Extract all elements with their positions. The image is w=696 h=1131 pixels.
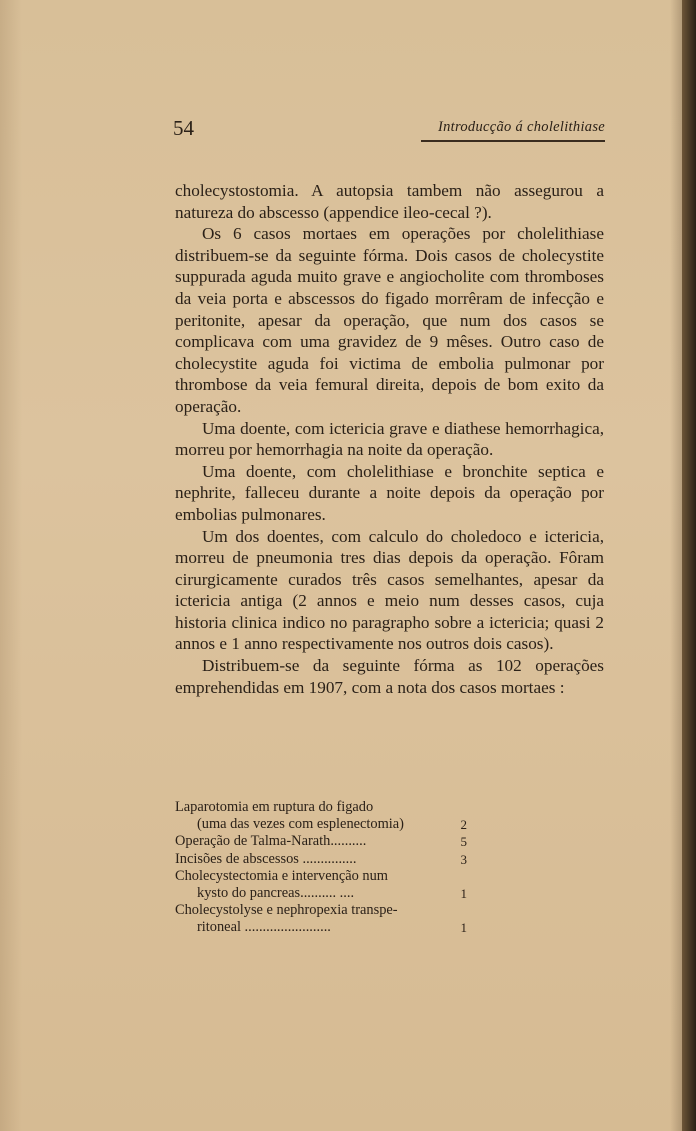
header-rule (421, 140, 605, 142)
body-text (175, 180, 604, 698)
page-edge-shadow (682, 0, 696, 1131)
operation-name: Cholecystolyse e nephropexia transpe- (175, 902, 398, 919)
operation-count: 1 (460, 920, 467, 936)
paragraph: Um dos doentes, com calculo do choledoco e ictericia, morreu de pneumonia tres dias depois da operação. Fôram cirurgicamente curados três casos semelhantes, apesar da ictericia antiga (2 annos e meio num desses casos, cuja historia clinica indico no paragrapho sobre a ictericia; quasi 2 annos e 1 anno respectivamente nos outros dois casos). (175, 526, 604, 654)
operation-count: 3 (460, 851, 467, 867)
operation-name: Incisões de abscessos ............... (175, 850, 357, 867)
operation-name-continued: (uma das vezes com esplenectomia) (197, 816, 404, 833)
operation-row (175, 902, 475, 936)
page-header (173, 116, 605, 144)
paragraph: Uma doente, com cholelithiase e bronchite septica e nephrite, falleceu durante a noite depois da operação por embolias pulmonares. (175, 461, 604, 524)
paragraph: cholecystostomia. A autopsia tambem não assegurou a natureza do abscesso (appendice ileo-cecal ?). (175, 181, 604, 222)
operation-row (175, 851, 475, 868)
operation-count: 1 (460, 886, 467, 902)
paragraph: Distribuem-se da seguinte fórma as 102 operações emprehendidas em 1907, com a nota dos casos mortaes : (175, 656, 604, 697)
operation-name: Operação de Talma-Narath.......... (175, 833, 367, 850)
page-number: 54 (173, 116, 194, 140)
operation-count: 2 (460, 817, 467, 833)
operation-row (175, 833, 475, 850)
operation-name-continued: ritoneal ........................ (197, 919, 331, 936)
operation-name: Cholecystectomia e intervenção num (175, 867, 388, 884)
paragraph: Os 6 casos mortaes em operações por cholelithiase distribuem-se da seguinte fórma. Dois casos de cholecystite suppurada aguda muito grave e angiocholite com thromboses da veia porta e abscessos do figado morrêram de infecção e peritonite, apesar da operação, que num dos casos se complicava com uma gravidez de 9 mêses. Outro caso de cholecystite aguda foi victima de embolia pulmonar por thrombose da veia femural direita, depois de bom exito da operação. (175, 224, 604, 416)
running-title: Introducção á cholelithiase (437, 119, 605, 135)
operations-table (175, 799, 475, 937)
paragraph: Uma doente, com ictericia grave e diathese hemorrhagica, morreu por hemorrhagia na noite da operação. (175, 418, 604, 460)
operation-row (175, 868, 475, 902)
operation-name: Laparotomia em ruptura do figado (175, 799, 374, 815)
operation-row (175, 799, 475, 833)
operation-count: 5 (460, 834, 467, 850)
operation-name-continued: kysto do pancreas.......... .... (197, 885, 355, 902)
